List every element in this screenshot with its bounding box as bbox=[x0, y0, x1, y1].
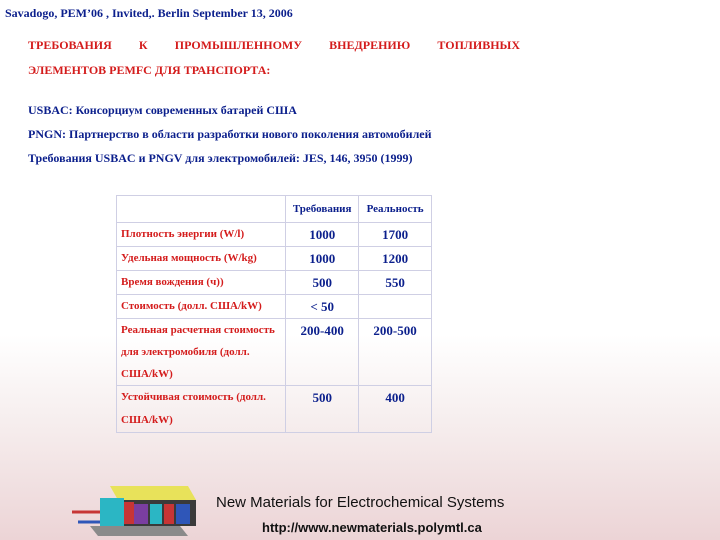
row-reality bbox=[359, 295, 432, 319]
row-reality: 1200 bbox=[359, 247, 432, 271]
row-reality: 1700 bbox=[359, 223, 432, 247]
info-requirements-ref: Требования USBAC и PNGV для электромобилей: JES, 146, 3950 (1999) bbox=[28, 151, 413, 165]
requirements-table bbox=[116, 195, 432, 433]
row-reality: 200-500 bbox=[359, 319, 432, 386]
table-header-row bbox=[117, 196, 432, 223]
logo-red-block-2 bbox=[164, 504, 174, 524]
row-reality: 400 bbox=[359, 386, 432, 433]
logo-purple-block bbox=[134, 504, 148, 524]
row-label: Время вождения (ч)) bbox=[117, 271, 286, 295]
logo-blue-block bbox=[176, 504, 190, 524]
info-usbac: USBAC: Консорциум современных батарей США bbox=[28, 103, 297, 117]
title-line-1 bbox=[28, 38, 520, 53]
table-row bbox=[117, 223, 432, 247]
logo-cyan-block bbox=[100, 498, 124, 526]
row-requirement: < 50 bbox=[286, 295, 359, 319]
table-row bbox=[117, 271, 432, 295]
row-requirement: 500 bbox=[286, 386, 359, 433]
title-line-2: ЭЛЕМЕНТОВ РЕМFC ДЛЯ ТРАНСПОРТА: bbox=[28, 63, 271, 77]
footer-project-name: New Materials for Electrochemical Systems bbox=[216, 494, 505, 511]
table-row bbox=[117, 295, 432, 319]
row-label: Стоимость (долл. США/kW) bbox=[117, 295, 286, 319]
slide-header: Savadogo, PEM’06 , Invited,. Berlin September 13, 2006 bbox=[5, 6, 293, 20]
row-label: Устойчивая стоимость (долл. США/kW) bbox=[117, 386, 286, 433]
logo-cyan-block-2 bbox=[150, 504, 162, 524]
logo-red-block bbox=[124, 502, 134, 524]
table-header-empty bbox=[117, 196, 286, 223]
logo-top-plate bbox=[110, 486, 196, 500]
table-header-requirements: Требования bbox=[286, 196, 359, 223]
row-requirement: 200-400 bbox=[286, 319, 359, 386]
table-row bbox=[117, 247, 432, 271]
row-requirement: 500 bbox=[286, 271, 359, 295]
row-label: Реальная расчетная стоимость для электромобиля (долл. США/kW) bbox=[117, 319, 286, 386]
row-label: Плотность энергии (W/l) bbox=[117, 223, 286, 247]
footer-url: http://www.newmaterials.polymtl.ca bbox=[262, 520, 482, 535]
row-requirement: 1000 bbox=[286, 223, 359, 247]
title-word: ТРЕБОВАНИЯ bbox=[28, 38, 112, 52]
row-label: Удельная мощность (W/kg) bbox=[117, 247, 286, 271]
fuel-cell-stack-logo bbox=[70, 478, 200, 538]
info-pngn: PNGN: Партнерство в области разработки нового поколения автомобилей bbox=[28, 127, 432, 141]
slide-title bbox=[28, 38, 528, 78]
title-word: ПРОМЫШЛЕННОМУ bbox=[174, 38, 303, 52]
table-header-reality: Реальность bbox=[359, 196, 432, 223]
logo-base bbox=[90, 526, 188, 536]
title-word: К bbox=[138, 38, 148, 52]
title-word: ТОПЛИВНЫХ bbox=[437, 38, 520, 52]
row-reality: 550 bbox=[359, 271, 432, 295]
table-row bbox=[117, 386, 432, 433]
table-row bbox=[117, 319, 432, 386]
row-requirement: 1000 bbox=[286, 247, 359, 271]
title-word: ВНЕДРЕНИЮ bbox=[329, 38, 411, 52]
